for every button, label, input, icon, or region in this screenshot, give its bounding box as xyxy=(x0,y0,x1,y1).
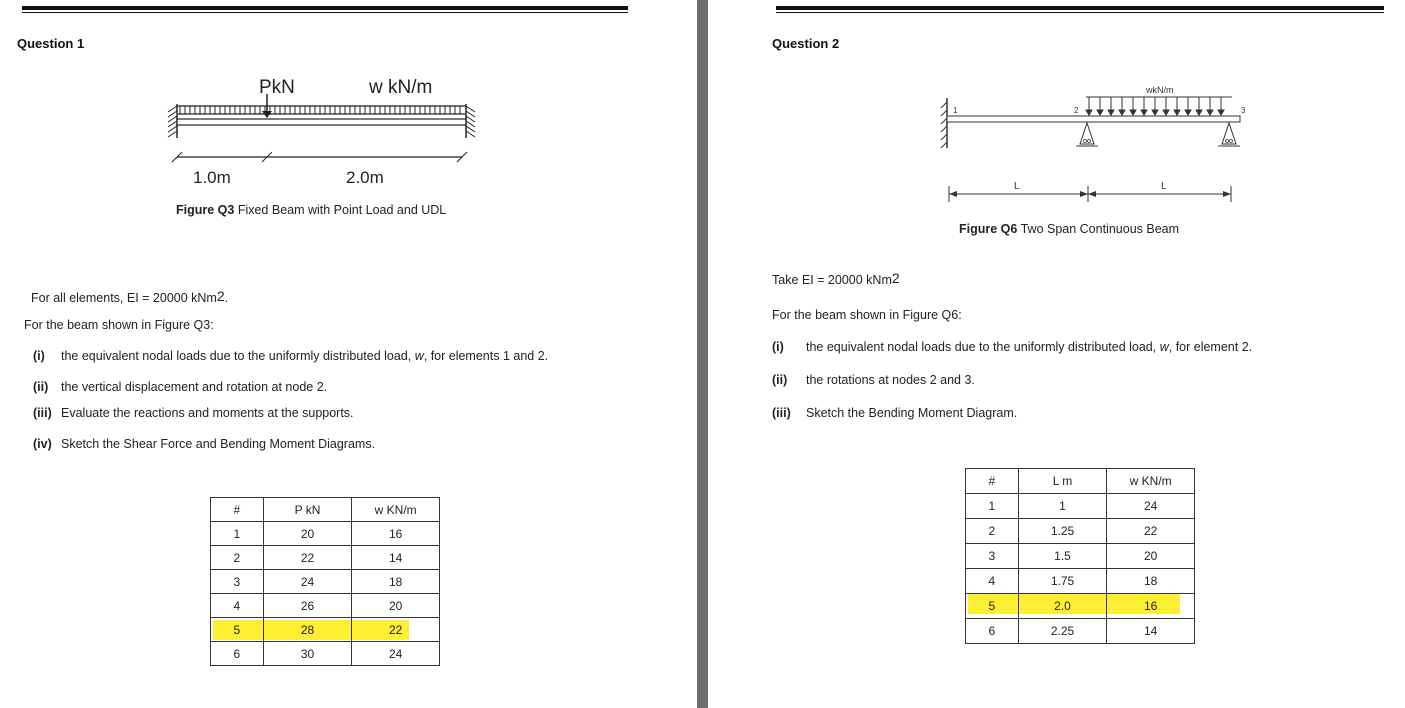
table-cell: 3 xyxy=(211,570,264,594)
table-cell: 20 xyxy=(352,594,440,618)
table-cell: 18 xyxy=(352,570,440,594)
table-cell: 22 xyxy=(352,618,440,642)
table-row xyxy=(966,619,1195,644)
ei-superscript: 2 xyxy=(891,270,900,286)
task-text: Evaluate the reactions and moments at the supports. xyxy=(61,406,354,420)
question-2-page xyxy=(708,0,1405,708)
table-cell: 2 xyxy=(211,546,264,570)
table-row xyxy=(966,519,1195,544)
task-number: (iv) xyxy=(33,437,52,451)
ei-superscript: 2 xyxy=(216,288,225,304)
udl-arrowhead xyxy=(1218,110,1224,115)
dimension-right: 2.0m xyxy=(346,168,384,187)
table-cell: 2.0 xyxy=(1018,594,1107,619)
table-header: # xyxy=(211,498,264,522)
task-text-part: , for element 2. xyxy=(1168,340,1253,354)
task-number: (ii) xyxy=(772,373,788,387)
task-text xyxy=(806,340,1252,354)
fixed-beam-figure xyxy=(150,68,490,193)
table-row xyxy=(966,494,1195,519)
span-right-label: L xyxy=(1161,181,1167,192)
table-cell: 24 xyxy=(352,642,440,666)
continuous-beam-figure xyxy=(936,80,1266,210)
table-cell: 4 xyxy=(211,594,264,618)
node-3-label: 3 xyxy=(1241,106,1246,115)
figure-caption-label: Figure Q3 xyxy=(176,203,235,217)
table-cell: 6 xyxy=(211,642,264,666)
dimension-left: 1.0m xyxy=(193,168,231,187)
udl-arrowhead xyxy=(1086,110,1092,115)
figure-caption-text: Fixed Beam with Point Load and UDL xyxy=(234,203,447,217)
table-header: P kN xyxy=(263,498,352,522)
table-cell: 16 xyxy=(352,522,440,546)
udl-arrowhead xyxy=(1141,110,1147,115)
span-left-label: L xyxy=(1014,181,1020,192)
table-header: L m xyxy=(1018,469,1107,494)
top-rule xyxy=(22,6,628,10)
ei-text: Take EI = 20000 kNm xyxy=(772,273,892,287)
question-1-page xyxy=(0,0,697,708)
table-cell: 3 xyxy=(966,544,1019,569)
table-cell: 22 xyxy=(1107,519,1195,544)
table-header: w KN/m xyxy=(1107,469,1195,494)
table-cell: 4 xyxy=(966,569,1019,594)
udl-arrowhead xyxy=(1163,110,1169,115)
table-cell: 1 xyxy=(1018,494,1107,519)
table-cell: 16 xyxy=(1107,594,1195,619)
task-text-w: w xyxy=(1159,340,1169,354)
table-row xyxy=(211,546,440,570)
table-row xyxy=(211,594,440,618)
task-number: (i) xyxy=(772,340,784,354)
table-cell: 2 xyxy=(966,519,1019,544)
table-header: w KN/m xyxy=(352,498,440,522)
top-rule-thin xyxy=(22,12,628,13)
ei-suffix: . xyxy=(224,291,229,305)
page-divider xyxy=(697,0,708,708)
task-text xyxy=(61,349,548,363)
udl-arrowhead xyxy=(1196,110,1202,115)
task-number: (ii) xyxy=(33,380,49,394)
table-cell: 1 xyxy=(966,494,1019,519)
task-text: the vertical displacement and rotation at node 2. xyxy=(61,380,328,394)
node-2-label: 2 xyxy=(1074,106,1079,115)
udl-arrowhead xyxy=(1207,110,1213,115)
table-cell: 20 xyxy=(1107,544,1195,569)
table-cell: 24 xyxy=(1107,494,1195,519)
udl-arrowhead xyxy=(1108,110,1114,115)
table-row xyxy=(211,522,440,546)
ei-statement xyxy=(772,270,900,289)
table-cell: 1.75 xyxy=(1018,569,1107,594)
question-heading: Question 1 xyxy=(17,36,85,51)
table-cell: 18 xyxy=(1107,569,1195,594)
udl-arrowhead xyxy=(1119,110,1125,115)
figure-caption-text: Two Span Continuous Beam xyxy=(1017,222,1180,236)
task-text-part: the equivalent nodal loads due to the uniformly distributed load, xyxy=(806,340,1160,354)
table-cell: 28 xyxy=(263,618,352,642)
table-cell: 14 xyxy=(352,546,440,570)
task-text-part: the equivalent nodal loads due to the uniformly distributed load, xyxy=(61,349,415,363)
table-cell: 30 xyxy=(263,642,352,666)
table-cell: 26 xyxy=(263,594,352,618)
task-text-part: , for elements 1 and 2. xyxy=(423,349,549,363)
question-heading: Question 2 xyxy=(772,36,840,51)
figure-caption xyxy=(959,222,1179,236)
task-text: Sketch the Shear Force and Bending Moment Diagrams. xyxy=(61,437,376,451)
parameter-table xyxy=(210,497,440,666)
table-cell: 24 xyxy=(263,570,352,594)
ei-statement xyxy=(31,288,229,307)
table-row xyxy=(966,544,1195,569)
parameter-table xyxy=(965,468,1195,644)
intro-text: For the beam shown in Figure Q6: xyxy=(772,308,962,322)
top-rule xyxy=(776,6,1384,10)
table-cell: 20 xyxy=(263,522,352,546)
task-number: (iii) xyxy=(772,406,791,420)
udl-arrowhead xyxy=(1185,110,1191,115)
task-number: (i) xyxy=(33,349,45,363)
udl-arrowhead xyxy=(1097,110,1103,115)
table-cell: 14 xyxy=(1107,619,1195,644)
ei-text: For all elements, EI = 20000 kNm xyxy=(31,291,217,305)
task-text: the rotations at nodes 2 and 3. xyxy=(806,373,975,387)
table-cell: 2.25 xyxy=(1018,619,1107,644)
table-cell: 5 xyxy=(966,594,1019,619)
task-text-w: w xyxy=(414,349,424,363)
point-load-label: PkN xyxy=(259,77,295,98)
udl-label: w kN/m xyxy=(369,77,433,98)
task-text: Sketch the Bending Moment Diagram. xyxy=(806,406,1018,420)
table-cell: 1.5 xyxy=(1018,544,1107,569)
table-cell: 1.25 xyxy=(1018,519,1107,544)
table-row-highlighted xyxy=(211,618,440,642)
table-row-highlighted xyxy=(966,594,1195,619)
table-cell: 22 xyxy=(263,546,352,570)
table-cell: 6 xyxy=(966,619,1019,644)
udl-arrowhead xyxy=(1174,110,1180,115)
task-number: (iii) xyxy=(33,406,52,420)
udl-arrowhead xyxy=(1152,110,1158,115)
intro-text: For the beam shown in Figure Q3: xyxy=(24,318,214,332)
figure-caption-label: Figure Q6 xyxy=(959,222,1018,236)
udl-arrowhead xyxy=(1130,110,1136,115)
udl-label: wkN/m xyxy=(1146,85,1174,95)
node-1-label: 1 xyxy=(953,106,958,115)
top-rule-thin xyxy=(776,12,1384,13)
table-row xyxy=(966,569,1195,594)
table-row xyxy=(211,570,440,594)
figure-caption xyxy=(176,203,446,217)
table-header: # xyxy=(966,469,1019,494)
table-row xyxy=(211,642,440,666)
table-cell: 5 xyxy=(211,618,264,642)
table-cell: 1 xyxy=(211,522,264,546)
